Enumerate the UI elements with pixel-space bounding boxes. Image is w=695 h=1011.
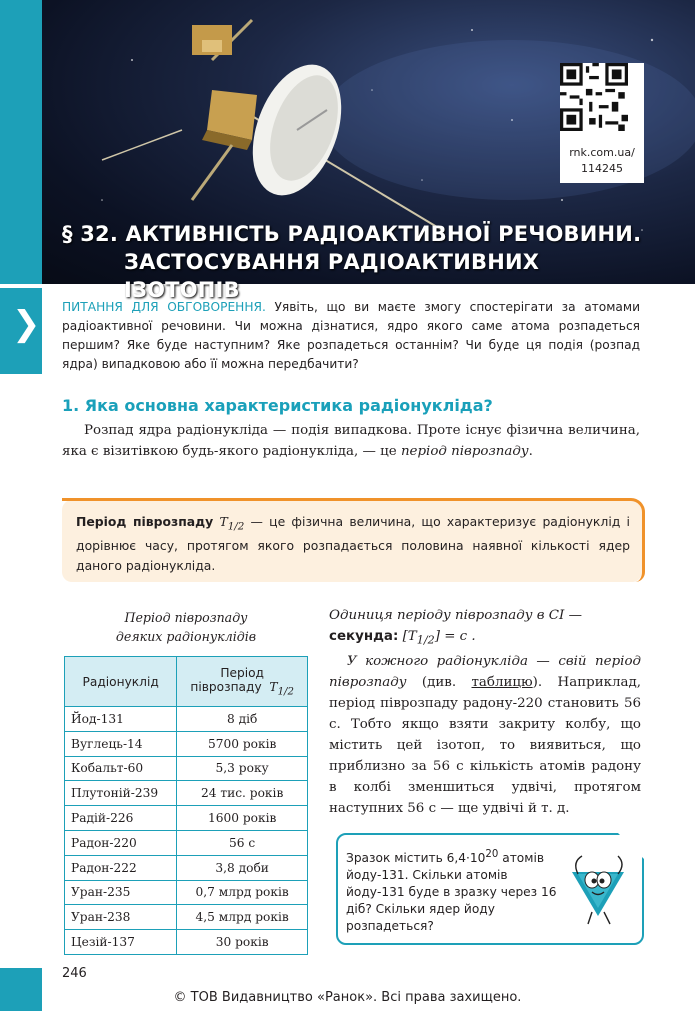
question-text [346, 846, 566, 935]
question-pre: Зразок містить 6,4·10 [346, 851, 486, 866]
nuclide-cell: Радон-220 [65, 830, 177, 855]
nuclide-cell: Цезій-137 [65, 930, 177, 955]
question-exponent: 20 [485, 849, 499, 860]
example-link-pre: (див. [406, 674, 472, 690]
table-row [65, 781, 308, 806]
paragraph-term: період піврозпаду [400, 444, 529, 459]
table-row [65, 855, 308, 880]
table-header-row [65, 657, 308, 707]
unit-equals: = с . [444, 629, 476, 644]
example-paragraph [329, 651, 641, 819]
copyright: © ТОВ Видавництво «Ранок». Всі права захищено. [173, 990, 522, 1005]
qr-code-panel[interactable] [560, 63, 644, 183]
triangle-mascot-icon [568, 850, 628, 926]
question-post: атомів йоду-131. Скільки атомів йоду-131 буде в зразку через 16 діб? Скільки ядер йоду розпадеться? [346, 851, 557, 934]
qr-code-icon[interactable] [560, 63, 628, 131]
unit-name: секунда: [329, 629, 399, 644]
half-life-cell: 5700 років [177, 731, 308, 756]
table-row [65, 930, 308, 955]
table-caption-line1: Період піврозпаду [124, 610, 248, 625]
qr-url[interactable] [560, 145, 644, 177]
table-row [65, 880, 308, 905]
half-life-cell: 8 діб [177, 707, 308, 732]
section-heading: 1. Яка основна характеристика радіонукліда? [62, 396, 493, 415]
table-caption-line2: деяких радіонуклідів [115, 629, 257, 644]
column-header-symbol [269, 679, 294, 698]
page-number: 246 [62, 966, 87, 981]
nuclide-cell: Вуглець-14 [65, 731, 177, 756]
definition-symbol-sub: 1/2 [227, 520, 245, 533]
page-title [62, 220, 652, 304]
half-life-cell: 56 с [177, 830, 308, 855]
table-row [65, 830, 308, 855]
definition-term: Період піврозпаду [76, 514, 214, 529]
table-row [65, 905, 308, 930]
right-column-text [329, 605, 641, 819]
discussion-text: Уявіть, що ви маєте змогу спостерігати за атомами радіоактивної речовини. Чи можна дізнатися, ядро якого саме атома розпадеться першим? Яке буде наступним? Яке розпадеться останнім? Чи буде ця подія (розпад ядра) випадковою або її можна передбачити? [62, 300, 640, 371]
half-life-cell: 5,3 року [177, 756, 308, 781]
table-link[interactable]: таблицю [471, 674, 533, 690]
column-header-symbol-letter: T [269, 679, 278, 694]
chevron-right-icon: ❯ [12, 304, 41, 344]
paragraph-end: . [528, 444, 533, 459]
definition-symbol [219, 514, 245, 533]
definition-text [76, 512, 630, 576]
nuclide-cell: Уран-235 [65, 880, 177, 905]
nuclide-cell: Кобальт-60 [65, 756, 177, 781]
definition-symbol-letter: T [219, 514, 228, 529]
unit-paragraph [329, 605, 641, 651]
definition-body: — це фізична величина, що характеризує радіонуклід і дорівнює часу, протягом якого розпадається половина наявної кількості ядер даного радіонукліда. [76, 514, 630, 574]
discussion-label: ПИТАННЯ ДЛЯ ОБГОВОРЕННЯ. [62, 300, 266, 314]
half-life-cell: 3,8 доби [177, 855, 308, 880]
qr-url-line1[interactable]: rnk.com.ua/ [569, 146, 635, 159]
paragraph-text: Розпад ядра радіонукліда — подія випадкова. Проте існує фізична величина, яка є візитівкою будь-якого радіонукліда, — це [62, 423, 640, 459]
table-row [65, 707, 308, 732]
side-nav-tab[interactable] [0, 288, 42, 374]
example-italic: У кожного радіонукліда — свій період піврозпаду [329, 653, 641, 690]
half-life-cell: 1600 років [177, 806, 308, 831]
qr-url-line2[interactable]: 114245 [581, 162, 623, 175]
table-row [65, 806, 308, 831]
unit-symbol-sub: 1/2 [416, 633, 435, 647]
half-life-cell: 0,7 млрд років [177, 880, 308, 905]
title-line-2: ЗАСТОСУВАННЯ РАДІОАКТИВНИХ ІЗОТОПІВ [124, 250, 540, 302]
nuclide-cell: Радон-222 [65, 855, 177, 880]
unit-symbol: T [407, 629, 417, 644]
column-header-line1: Період [220, 665, 264, 680]
discussion-block [62, 298, 640, 374]
half-life-cell: 30 років [177, 930, 308, 955]
section-paragraph [62, 420, 640, 462]
column-header-line2: піврозпаду [190, 679, 262, 694]
unit-formula: $[T_{1/2}]$ [402, 629, 440, 647]
table-row [65, 731, 308, 756]
half-life-table [64, 656, 308, 955]
nuclide-cell: Плутоній-239 [65, 781, 177, 806]
example-rest: ). Наприклад, період піврозпаду радону-220 становить 56 с. Тобто якщо взяти закриту колбу, що містить цей ізотоп, то виявиться, що приблизно за 56 с кількість атомів радону в колбі зменшиться удвічі, протягом наступних 56 с — ще удвічі й т. д. [329, 674, 642, 816]
table-body [65, 707, 308, 955]
column-header-nuclide: Радіонуклід [65, 657, 177, 707]
column-header-half-life [177, 657, 308, 707]
side-stripe-top [0, 0, 42, 284]
title-line-1: § 32. АКТИВНІСТЬ РАДІОАКТИВНОЇ РЕЧОВИНИ. [62, 222, 642, 246]
nuclide-cell: Уран-238 [65, 905, 177, 930]
half-life-cell: 24 тис. років [177, 781, 308, 806]
half-life-cell: 4,5 млрд років [177, 905, 308, 930]
table-row [65, 756, 308, 781]
table-caption [64, 608, 308, 646]
column-header-symbol-sub: 1/2 [277, 686, 294, 698]
unit-intro: Одиниця періоду піврозпаду в СІ — [329, 608, 582, 623]
nuclide-cell: Радій-226 [65, 806, 177, 831]
nuclide-cell: Йод-131 [65, 707, 177, 732]
